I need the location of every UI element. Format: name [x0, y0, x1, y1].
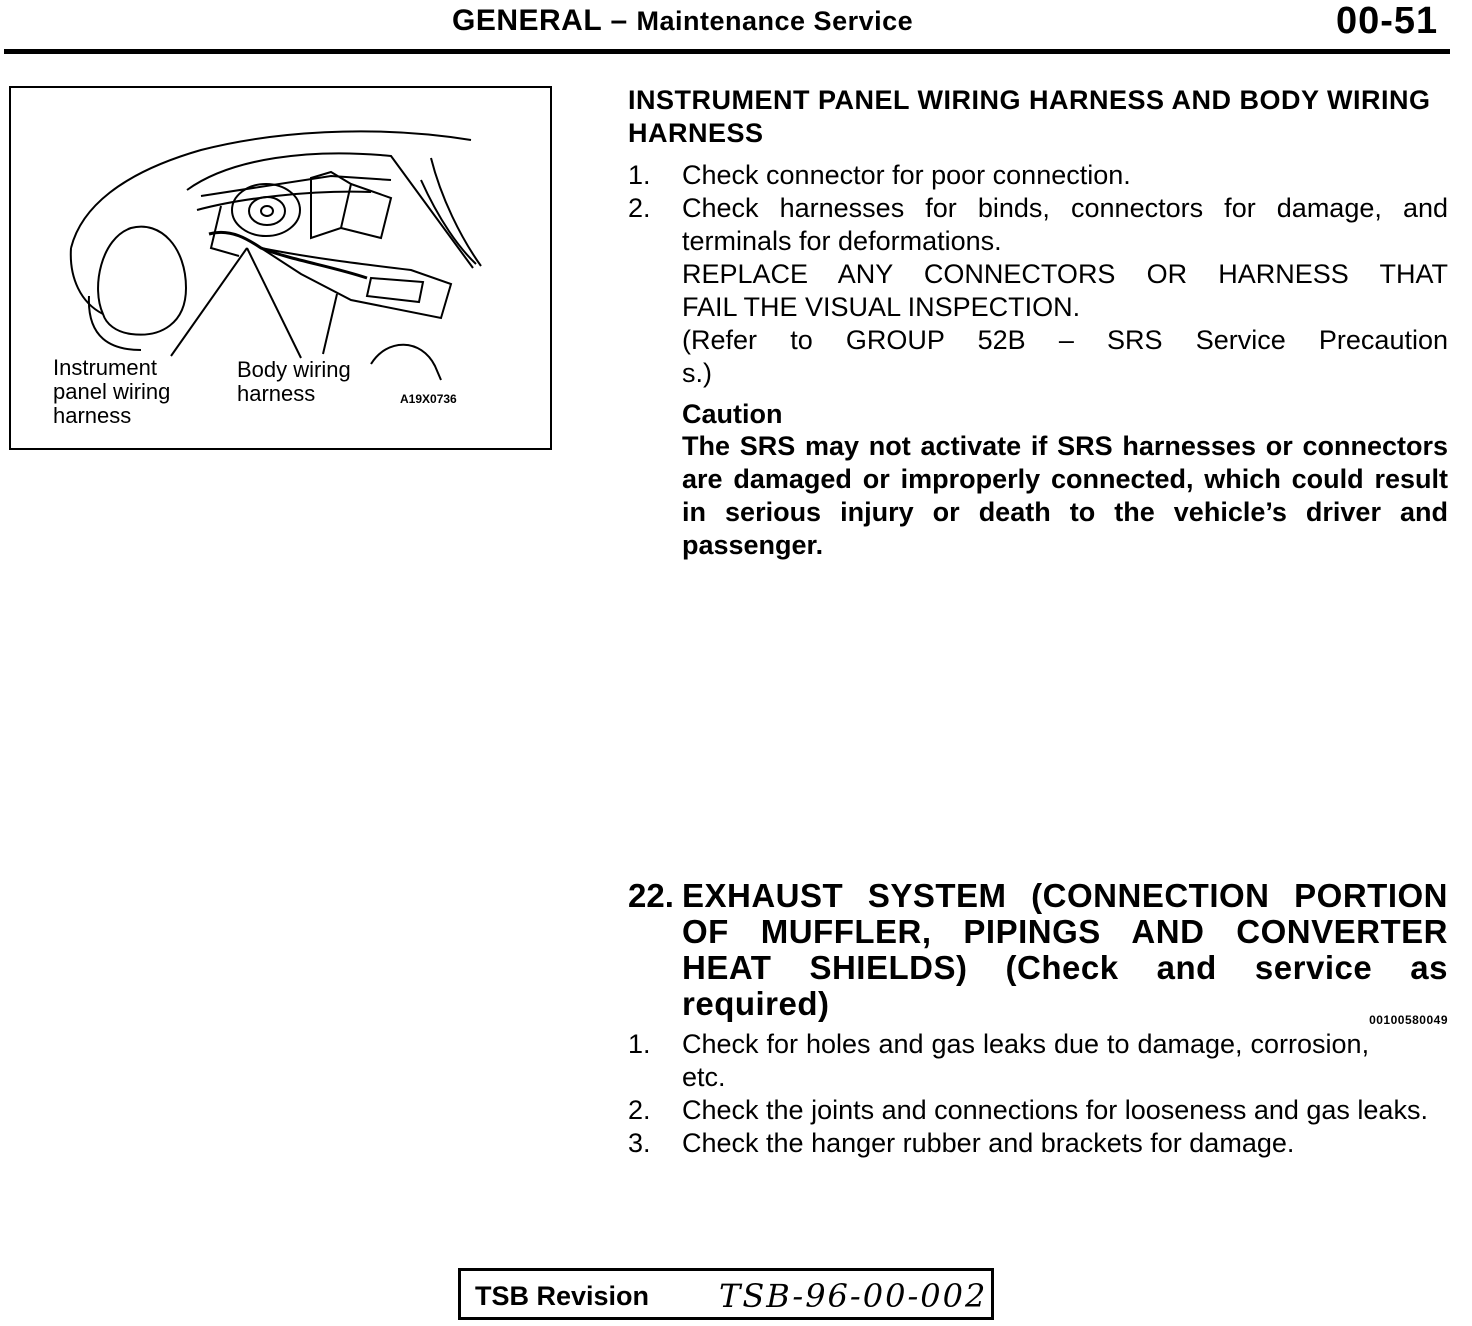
- section-heading: INSTRUMENT PANEL WIRING HARNESS AND BODY WIRING HARNESS: [628, 85, 1431, 148]
- figure-illustration: [9, 86, 552, 450]
- section-number: 22.: [628, 877, 674, 914]
- tsb-value: TSB-96-00-002: [719, 1277, 988, 1315]
- list-item: [628, 1127, 1448, 1160]
- section-exhaust-system: [628, 878, 1448, 1160]
- section-wiring-harness: [628, 84, 1448, 562]
- caution-text: The SRS may not activate if SRS harnesses or connectors are damaged or improperly connected, which could result in serious injury or death to the vehicle’s driver and passenger.: [682, 431, 1448, 560]
- list-item: [628, 159, 1448, 192]
- list-item-text: Check the hanger rubber and brackets for damage.: [682, 1128, 1295, 1158]
- exhaust-check-list: [628, 1028, 1448, 1160]
- list-item-number: 3.: [628, 1128, 651, 1158]
- refer-group-line-1: (Refer to GROUP 52B – SRS Service Precaution: [682, 325, 1448, 355]
- caution-title: Caution: [682, 399, 783, 429]
- page-number: 00-51: [1336, 0, 1439, 42]
- list-item-number: 1.: [628, 1029, 651, 1059]
- list-item: [628, 192, 1448, 390]
- list-item-text: Check the joints and connections for looseness and gas leaks.: [682, 1095, 1428, 1125]
- list-item: [628, 1028, 1448, 1094]
- list-item-number: 2.: [628, 193, 651, 223]
- caution-block: [682, 398, 1448, 562]
- header-rule: [4, 49, 1450, 54]
- tsb-label: TSB Revision: [475, 1281, 650, 1311]
- wiring-check-list: [628, 159, 1448, 390]
- section-code: 00100580049: [1369, 1013, 1448, 1027]
- header-title-dash: –: [610, 4, 628, 37]
- header-title-main: GENERAL: [452, 4, 602, 37]
- replace-instruction-line-2: FAIL THE VISUAL INSPECTION.: [682, 292, 1081, 322]
- list-item-text: Check connector for poor connection.: [682, 160, 1131, 190]
- callout-instrument-panel-harness: Instrument panel wiring harness: [53, 355, 171, 428]
- replace-instruction-line-1: REPLACE ANY CONNECTORS OR HARNESS THAT: [682, 259, 1448, 289]
- section-heading-text: EXHAUST SYSTEM (CONNECTION PORTION OF MUFFLER, PIPINGS AND CONVERTER HEAT SHIELDS) (Check and service as required): [682, 877, 1448, 1022]
- callout-body-wiring-harness: Body wiring harness: [237, 357, 351, 406]
- refer-group-line-2: s.): [682, 358, 712, 388]
- figure-code: A19X0736: [400, 392, 457, 406]
- list-item-text: Check harnesses for binds, connectors for damage, and terminals for deformations.: [682, 193, 1448, 256]
- list-item-number: 1.: [628, 160, 651, 190]
- page-header-title: [452, 4, 913, 38]
- list-item-text: Check for holes and gas leaks due to damage, corrosion, etc.: [682, 1029, 1370, 1092]
- tsb-revision-box: [458, 1268, 994, 1320]
- list-item: [628, 1094, 1448, 1127]
- list-item-number: 2.: [628, 1095, 651, 1125]
- header-title-sub: Maintenance Service: [636, 6, 914, 36]
- section-heading: [682, 877, 1448, 1027]
